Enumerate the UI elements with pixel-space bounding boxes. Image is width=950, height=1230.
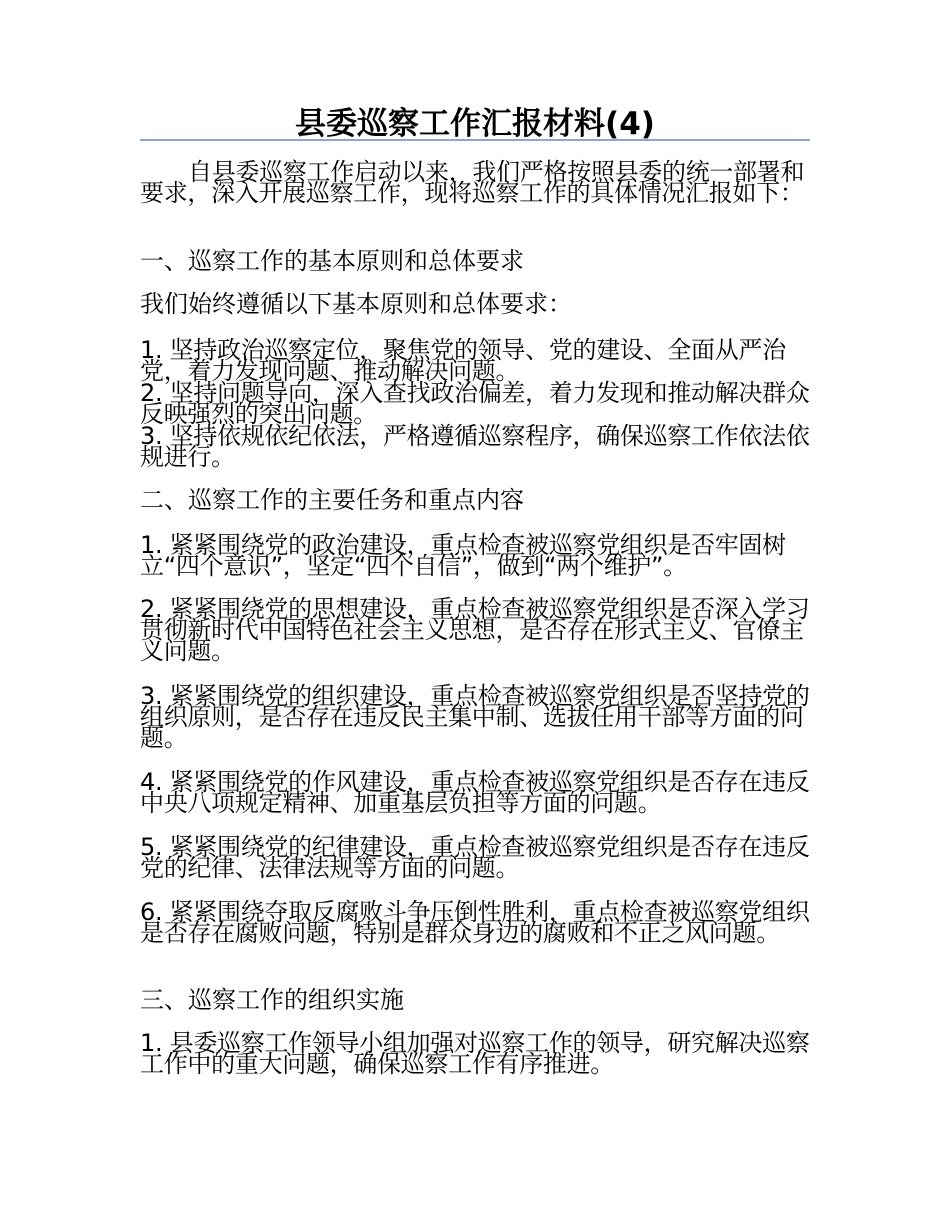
title-underline [140, 139, 810, 141]
section-1-lead: 我们始终遵循以下基本原则和总体要求： [140, 290, 572, 318]
section-2-heading: 二、巡察工作的主要任务和重点内容 [140, 486, 524, 514]
section-1-item-3: 3. 坚持依规依纪依法，严格遵循巡察程序，确保巡察工作依法依规进行。 [140, 422, 810, 471]
document-title: 县委巡察工作汇报材料(4) [295, 106, 655, 142]
section-2-item-2: 2. 紧紧围绕党的思想建设，重点检查被巡察党组织是否深入学习贯彻新时代中国特色社会主义思想，是否存在形式主义、官僚主义问题。 [140, 595, 810, 665]
section-1-item-2: 2. 坚持问题导向，深入查找政治偏差，着力发现和推动解决群众反映强烈的突出问题。 [140, 379, 810, 428]
section-3-heading: 三、巡察工作的组织实施 [140, 986, 404, 1014]
section-2-item-3: 3. 紧紧围绕党的组织建设，重点检查被巡察党组织是否坚持党的组织原则，是否存在违反民主集中制、选拔任用干部等方面的问题。 [140, 682, 810, 752]
section-2-item-1: 1. 紧紧围绕党的政治建设，重点检查被巡察党组织是否牢固树立“四个意识”，坚定“四个自信”，做到“两个维护”。 [140, 531, 786, 580]
section-1-item-1: 1. 坚持政治巡察定位，聚焦党的领导、党的建设、全面从严治党，着力发现问题、推动解决问题。 [140, 336, 786, 385]
section-1-heading: 一、巡察工作的基本原则和总体要求 [140, 247, 524, 275]
intro-paragraph: 自县委巡察工作启动以来，我们严格按照县委的统一部署和要求，深入开展巡察工作，现将巡察工作的具体情况汇报如下： [140, 158, 805, 207]
section-2-item-4: 4. 紧紧围绕党的作风建设，重点检查被巡察党组织是否存在违反中央八项规定精神、加重基层负担等方面的问题。 [140, 768, 810, 817]
section-2-item-5: 5. 紧紧围绕党的纪律建设，重点检查被巡察党组织是否存在违反党的纪律、法律法规等方面的问题。 [140, 833, 810, 882]
section-2-item-6: 6. 紧紧围绕夺取反腐败斗争压倒性胜利，重点检查被巡察党组织是否存在腐败问题，特别是群众身边的腐败和不正之风问题。 [140, 898, 810, 947]
section-3-item-1: 1. 县委巡察工作领导小组加强对巡察工作的领导，研究解决巡察工作中的重大问题，确保巡察工作有序推进。 [140, 1029, 810, 1078]
